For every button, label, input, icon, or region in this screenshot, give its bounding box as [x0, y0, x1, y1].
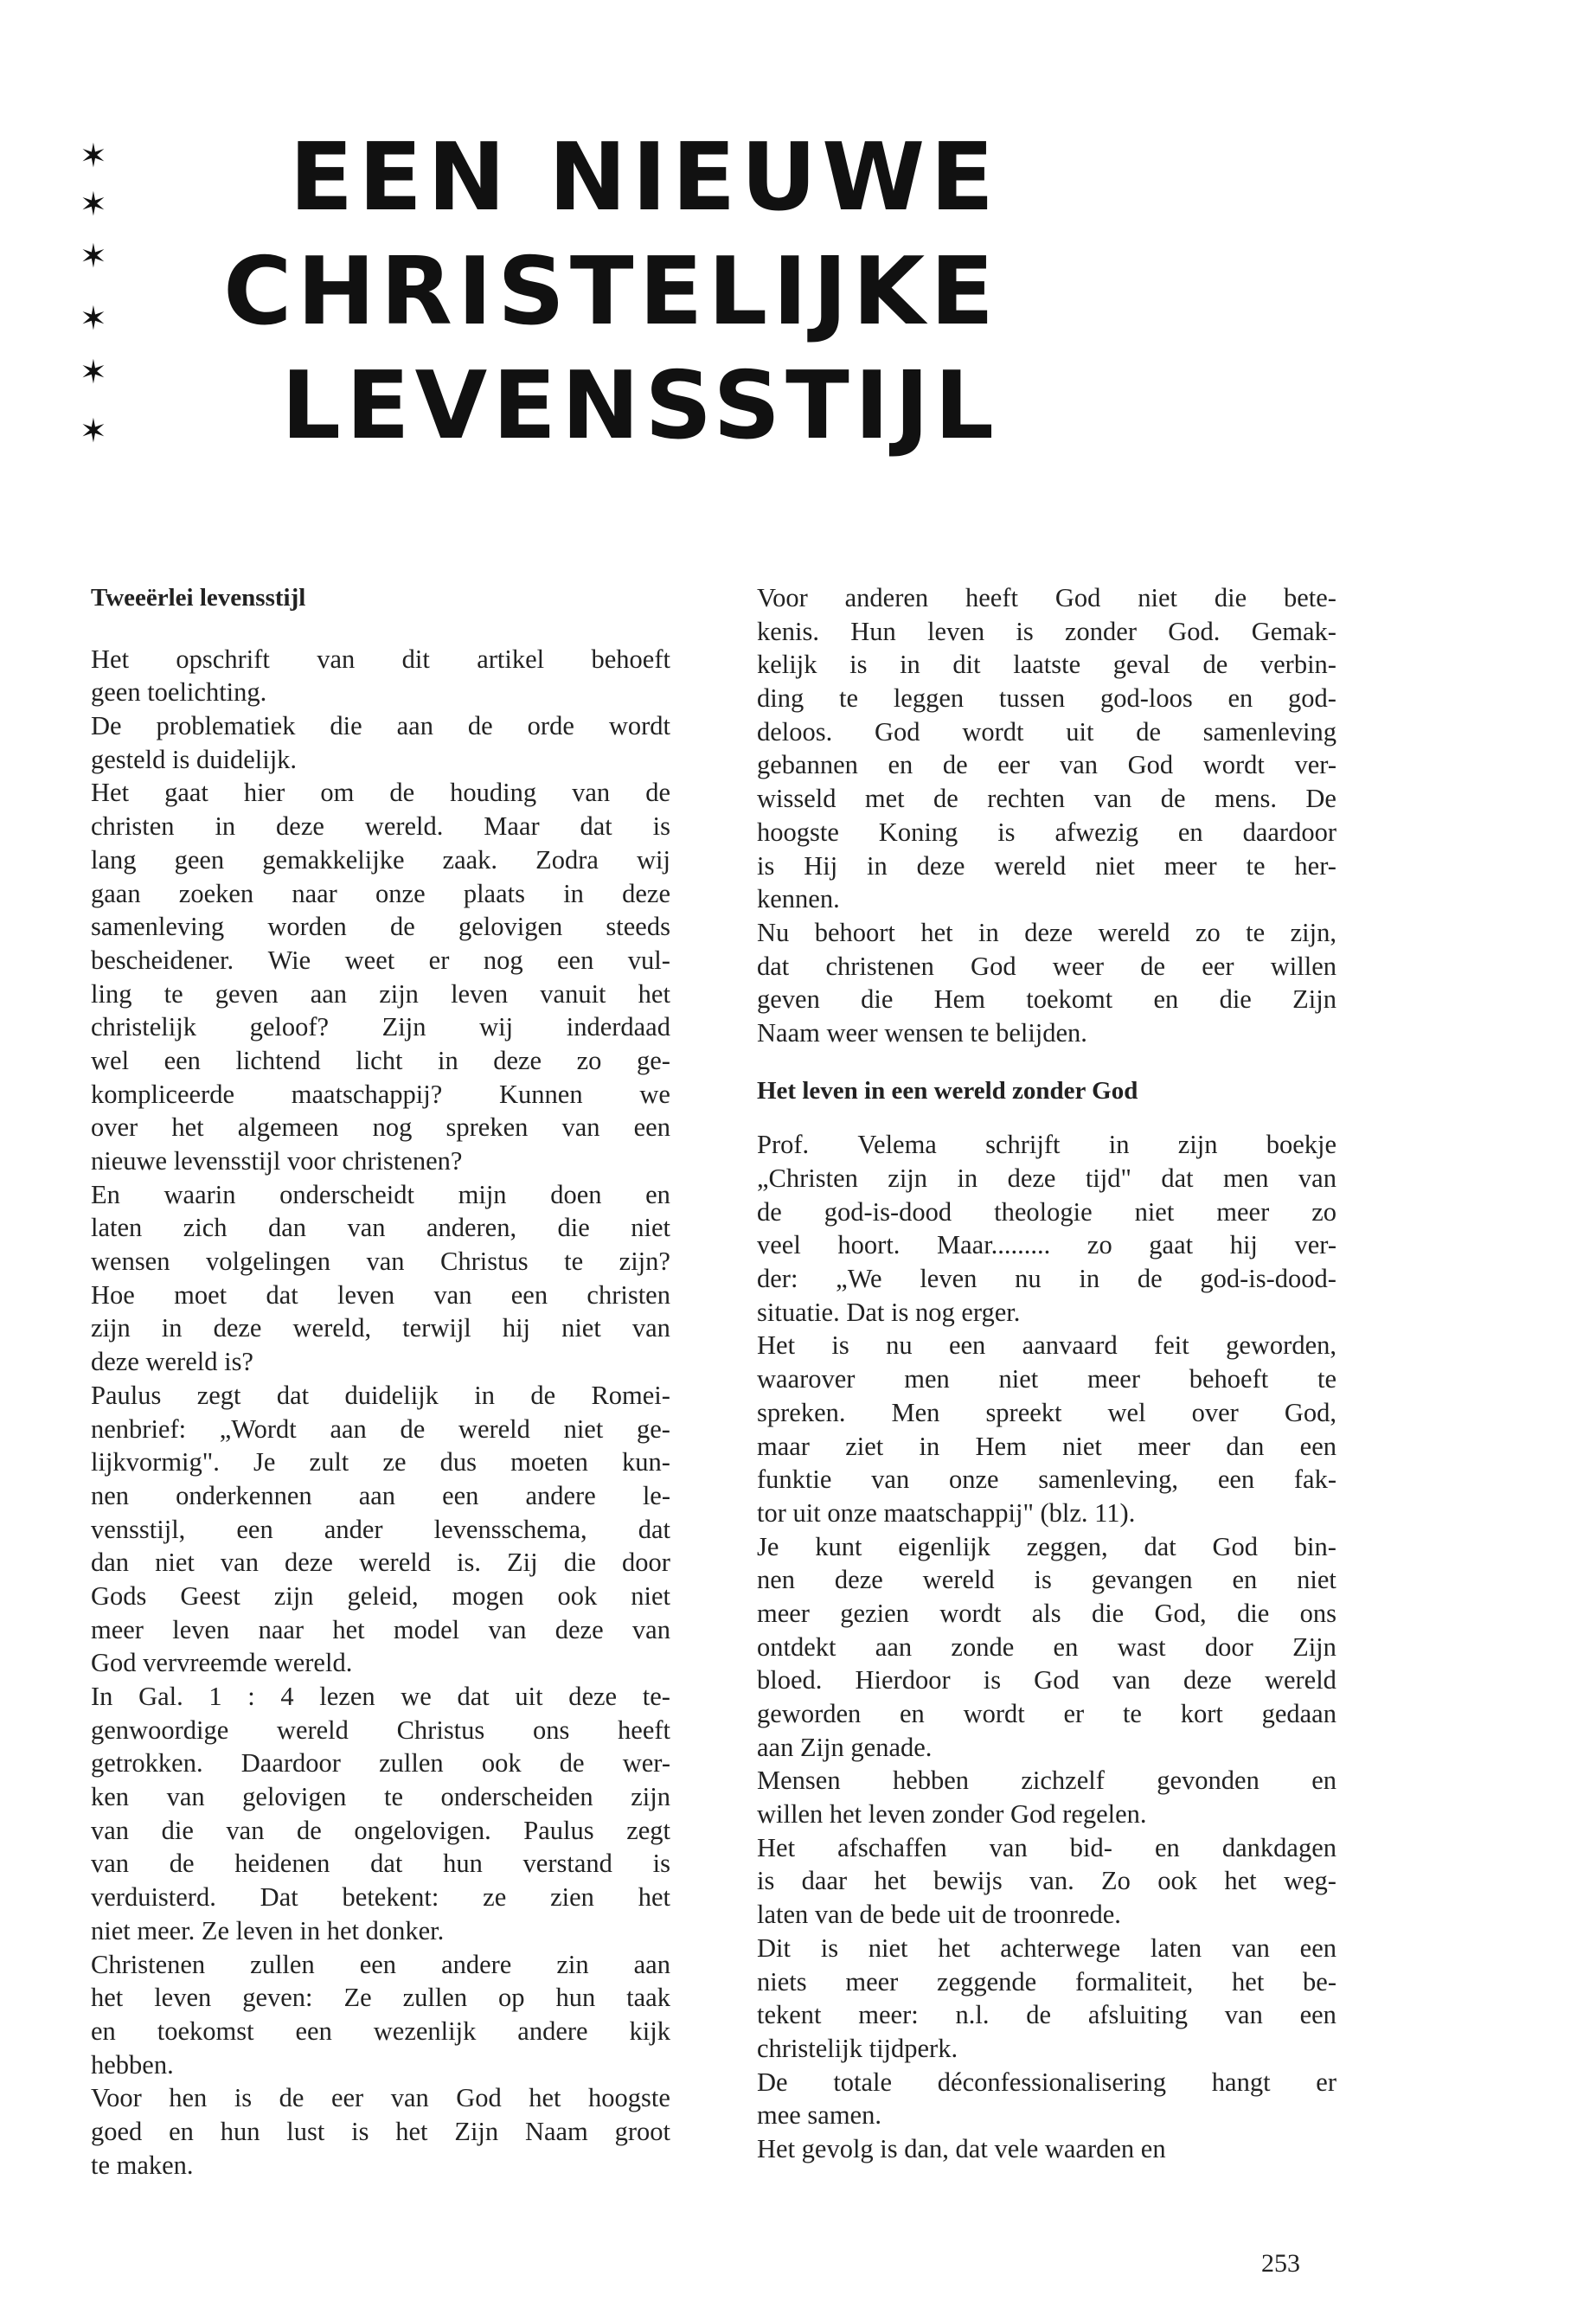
text-line: spreken. Men spreekt wel over God,	[757, 1397, 1336, 1427]
text-line: ling te geven aan zijn leven vanuit het	[91, 978, 670, 1009]
left-column-body	[91, 643, 670, 2182]
section-heading-two-lifestyles: Tweeërlei levensstijl	[91, 584, 306, 612]
text-line: aan Zijn genade.	[757, 1732, 933, 1762]
paragraph	[757, 581, 1336, 916]
page-number: 253	[1261, 2249, 1300, 2278]
text-line: hebben.	[91, 2049, 174, 2080]
text-line: christelijk tijdperk.	[757, 2033, 958, 2063]
paragraph	[757, 916, 1336, 1050]
section-heading-world-without-god: Het leven in een wereld zonder God	[757, 1076, 1138, 1105]
text-line: deze wereld is?	[91, 1347, 253, 1377]
text-line: dat christenen God weer de eer willen	[757, 951, 1336, 981]
text-line: ding te leggen tussen god-loos en god-	[757, 683, 1336, 714]
text-line: geen toelichting.	[91, 677, 267, 708]
paragraph	[757, 1128, 1336, 1329]
text-line: zijn in deze wereld, terwijl hij niet van	[91, 1313, 670, 1343]
text-line: bloed. Hierdoor is God van deze wereld	[757, 1665, 1336, 1695]
star-icon: ✶	[80, 237, 107, 275]
text-line: ontdekt aan zonde en wast door Zijn	[757, 1631, 1336, 1662]
text-line: kompliceerde maatschappij? Kunnen we	[91, 1079, 670, 1109]
text-line: hoogste Koning is afwezig en daardoor	[757, 817, 1336, 847]
paragraph	[91, 1680, 670, 1948]
text-line: Het gevolg is dan, dat vele waarden en	[757, 2133, 1166, 2163]
text-line: In Gal. 1 : 4 lezen we dat uit deze te-	[91, 1682, 670, 1712]
right-column	[757, 581, 1336, 2166]
text-line: Prof. Velema schrijft in zijn boekje	[757, 1130, 1336, 1160]
text-line: goed en hun lust is het Zijn Naam groot	[91, 2116, 670, 2146]
text-line: wel een lichtend licht in deze zo ge-	[91, 1045, 670, 1075]
text-line: lijkvormig". Je zult ze dus moeten kun-	[91, 1447, 670, 1477]
text-line: Voor hen is de eer van God het hoogste	[91, 2083, 670, 2113]
text-line: Voor anderen heeft God niet die bete-	[757, 583, 1336, 612]
text-line: wensen volgelingen van Christus te zijn?	[91, 1247, 670, 1277]
text-line: christelijk geloof? Zijn wij inderdaad	[91, 1012, 670, 1042]
star-icon: ✶	[80, 185, 107, 223]
text-line: Gods Geest zijn geleid, mogen ook niet	[91, 1580, 670, 1611]
text-line: tekent meer: n.l. de afsluiting van een	[757, 2000, 1336, 2030]
title-line: LEVENSSTIJL	[281, 352, 999, 460]
text-line: christen in deze wereld. Maar dat is	[91, 811, 670, 842]
paragraph	[91, 643, 670, 709]
paragraph	[757, 1530, 1336, 1765]
text-line: mee samen.	[757, 2100, 881, 2131]
text-line: kelijk is in dit laatste geval de verbin-	[757, 650, 1336, 680]
text-line: dan niet van deze wereld is. Zij die door	[91, 1548, 670, 1578]
title-line: EEN NIEUWE	[289, 124, 999, 232]
text-line: genwoordige wereld Christus ons heeft	[91, 1715, 670, 1745]
text-line: En waarin onderscheidt mijn doen en	[91, 1179, 670, 1209]
text-line: Het afschaffen van bid- en dankdagen	[757, 1832, 1336, 1862]
text-line: waarover men niet meer behoeft te	[757, 1364, 1336, 1394]
article-title	[177, 121, 999, 464]
text-line: God vervreemde wereld.	[91, 1648, 353, 1678]
text-line: het leven geven: Ze zullen op hun taak	[91, 1983, 670, 2013]
text-line: samenleving worden de gelovigen steeds	[91, 912, 670, 942]
text-line: en toekomst een wezenlijk andere kijk	[91, 2016, 670, 2046]
text-line: meer leven naar het model van deze van	[91, 1614, 670, 1644]
paragraph	[757, 2066, 1336, 2132]
text-line: Naam weer wensen te belijden.	[757, 1017, 1087, 1048]
paragraph	[91, 1948, 670, 2082]
title-line: CHRISTELIJKE	[223, 238, 999, 346]
text-line: Nu behoort het in deze wereld zo te zijn,	[757, 917, 1336, 947]
text-line: Dit is niet het achterwege laten van een	[757, 1932, 1336, 1963]
text-line: gesteld is duidelijk.	[91, 744, 298, 774]
paragraph	[91, 1178, 670, 1379]
text-line: getrokken. Daardoor zullen ook de wer-	[91, 1748, 670, 1779]
text-line: deloos. God wordt uit de samenleving	[757, 716, 1336, 747]
text-line: van de heidenen dat hun verstand is	[91, 1849, 670, 1879]
text-line: lang geen gemakkelijke zaak. Zodra wij	[91, 844, 670, 875]
text-line: laten zich dan van anderen, die niet	[91, 1213, 670, 1243]
text-line: Mensen hebben zichzelf gevonden en	[757, 1766, 1336, 1796]
paragraph	[91, 1379, 670, 1680]
text-line: vensstijl, een ander levensschema, dat	[91, 1514, 670, 1544]
text-line: te maken.	[91, 2150, 194, 2180]
paragraph	[757, 1831, 1336, 1932]
paragraph	[91, 776, 670, 1177]
text-line: niet meer. Ze leven in het donker.	[91, 1915, 445, 1945]
right-column-top-body	[757, 581, 1336, 1050]
paragraph	[91, 2081, 670, 2182]
text-line: veel hoort. Maar......... zo gaat hij ver-	[757, 1230, 1336, 1260]
text-line: nen deze wereld is gevangen en niet	[757, 1565, 1336, 1595]
text-line: bescheidener. Wie weet er nog een vul-	[91, 945, 670, 975]
text-line: gebannen en de eer van God wordt ver-	[757, 750, 1336, 780]
text-line: gaan zoeken naar onze plaats in deze	[91, 878, 670, 908]
star-icon: ✶	[80, 412, 107, 450]
text-line: geven die Hem toekomt en die Zijn	[757, 984, 1336, 1015]
text-line: maar ziet in Hem niet meer dan een	[757, 1431, 1336, 1461]
text-line: de god-is-dood theologie niet meer zo	[757, 1196, 1336, 1227]
text-line: De totale déconfessionalisering hangt er	[757, 2067, 1336, 2097]
text-line: Het is nu een aanvaard feit geworden,	[757, 1330, 1336, 1361]
text-line: laten van de bede uit de troonrede.	[757, 1900, 1121, 1930]
text-line: van die van de ongelovigen. Paulus zegt	[91, 1815, 670, 1845]
right-column-bottom-body	[757, 1128, 1336, 2165]
paragraph	[91, 709, 670, 776]
paragraph	[757, 1329, 1336, 1529]
text-line: Het gaat hier om de houding van de	[91, 778, 670, 808]
text-line: kennen.	[757, 884, 840, 914]
text-line: geworden en wordt er te kort gedaan	[757, 1699, 1336, 1729]
text-line: tor uit onze maatschappij" (blz. 11).	[757, 1497, 1136, 1528]
text-line: situatie. Dat is nog erger.	[757, 1297, 1021, 1327]
star-icon: ✶	[80, 353, 107, 391]
text-line: ken van gelovigen te onderscheiden zijn	[91, 1782, 670, 1812]
text-line: nieuwe levensstijl voor christenen?	[91, 1146, 463, 1176]
text-line: Paulus zegt dat duidelijk in de Romei-	[91, 1380, 670, 1410]
paragraph	[757, 1764, 1336, 1830]
text-line: Je kunt eigenlijk zeggen, dat God bin-	[757, 1531, 1336, 1561]
text-line: nenbrief: „Wordt aan de wereld niet ge-	[91, 1413, 670, 1444]
text-line: verduisterd. Dat betekent: ze zien het	[91, 1882, 670, 1913]
text-line: meer gezien wordt als die God, die ons	[757, 1598, 1336, 1628]
text-line: over het algemeen nog spreken van een	[91, 1112, 670, 1143]
text-line: nen onderkennen aan een andere le-	[91, 1480, 670, 1510]
text-line: der: „We leven nu in de god-is-dood-	[757, 1264, 1336, 1294]
text-line: kenis. Hun leven is zonder God. Gemak-	[757, 616, 1336, 646]
text-line: Christenen zullen een andere zin aan	[91, 1949, 670, 1979]
paragraph	[757, 2132, 1336, 2166]
text-line: is daar het bewijs van. Zo ook het weg-	[757, 1866, 1336, 1896]
text-line: willen het leven zonder God regelen.	[757, 1799, 1147, 1830]
text-line: Hoe moet dat leven van een christen	[91, 1279, 670, 1310]
star-icon: ✶	[80, 299, 107, 337]
text-line: niets meer zeggende formaliteit, het be-	[757, 1966, 1336, 1997]
text-line: funktie van onze samenleving, een fak-	[757, 1465, 1336, 1495]
text-line: is Hij in deze wereld niet meer te her-	[757, 850, 1336, 881]
left-column	[91, 581, 670, 2182]
star-icon: ✶	[80, 137, 107, 175]
text-line: Het opschrift van dit artikel behoeft	[91, 644, 670, 674]
text-line: De problematiek die aan de orde wordt	[91, 711, 670, 741]
text-line: wisseld met de rechten van de mens. De	[757, 784, 1336, 814]
paragraph	[757, 1932, 1336, 2066]
text-line: „Christen zijn in deze tijd" dat men van	[757, 1163, 1336, 1194]
